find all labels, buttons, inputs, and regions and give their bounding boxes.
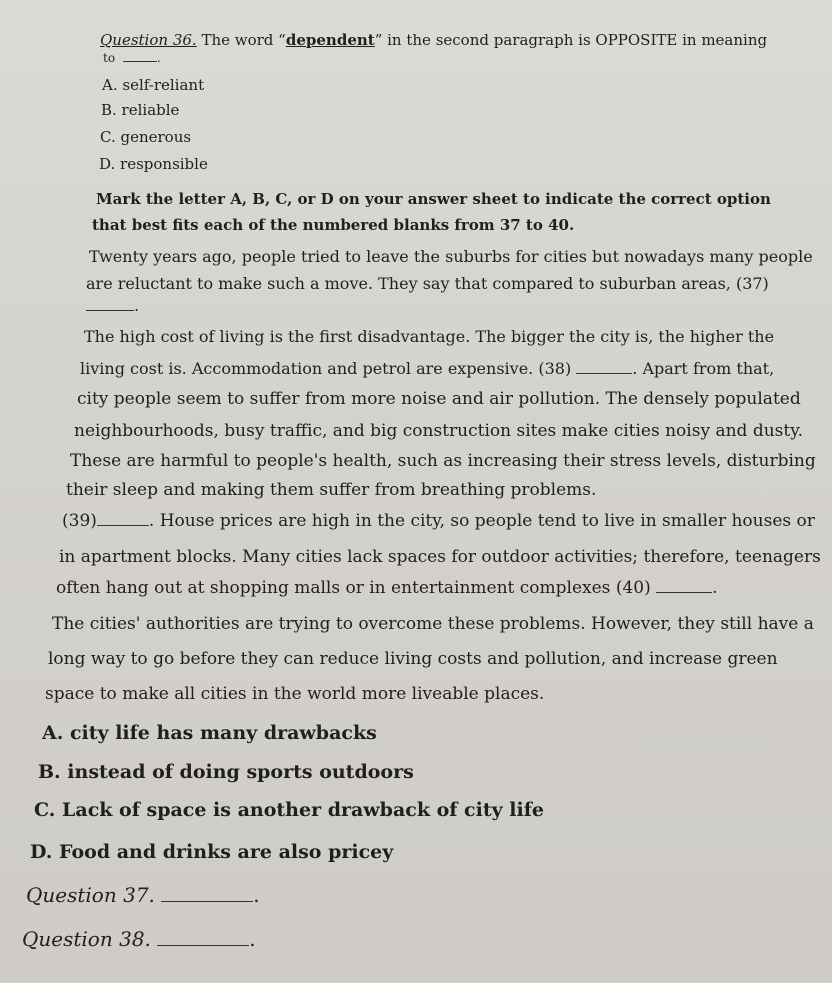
passage-p2-line-5: These are harmful to people's health, such as increasing their stress levels, disturbing bbox=[70, 451, 816, 471]
q36-option-c: C. generous bbox=[100, 128, 192, 146]
passage-p2-line-1: The high cost of living is the first disadvantage. The bigger the city is, the higher the bbox=[84, 327, 775, 346]
answer-blank-36 bbox=[123, 61, 157, 62]
q36-option-a: A. self-reliant bbox=[102, 76, 205, 94]
passage-p4-line-2: long way to go before they can reduce living costs and pollution, and increase green bbox=[48, 649, 778, 669]
q36-option-b: B. reliable bbox=[101, 101, 180, 119]
blank-37-line: . bbox=[86, 298, 139, 314]
passage-p2-line-2 bbox=[80, 361, 774, 377]
question-36-continuation: to . bbox=[103, 51, 161, 65]
choice-c: C. Lack of space is another drawback of city life bbox=[34, 799, 544, 821]
question-37-line: Question 37. . bbox=[26, 883, 260, 907]
passage-p2-line-2-end: . Apart from that, bbox=[632, 359, 775, 378]
passage-p4-line-1: The cities' authorities are trying to overcome these problems. However, they still have a bbox=[52, 614, 814, 634]
passage-p2-line-2-start: living cost is. Accommodation and petrol are expensive. (38) bbox=[80, 359, 577, 378]
passage-p2-line-6: their sleep and making them suffer from breathing problems. bbox=[66, 480, 597, 500]
answer-blank-40 bbox=[656, 592, 712, 593]
question-36-text-before: The word “ bbox=[196, 31, 286, 49]
passage-p2-line-3: city people seem to suffer from more noise and air pollution. The densely populated bbox=[77, 389, 801, 409]
instruction-line-2: that best fits each of the numbered blanks from 37 to 40. bbox=[92, 216, 575, 234]
question-36-text-after: ” in the second paragraph is OPPOSITE in meaning bbox=[374, 31, 768, 49]
question-36-to: to bbox=[103, 51, 116, 65]
passage-p1-line-2: are reluctant to make such a move. They say that compared to suburban areas, (37) bbox=[86, 274, 769, 293]
passage-p3-line-1-text: . House prices are high in the city, so people tend to live in smaller houses or bbox=[148, 511, 815, 531]
blank-39-number: (39) bbox=[62, 511, 97, 531]
passage-p1-line-1: Twenty years ago, people tried to leave the suburbs for cities but nowadays many people bbox=[89, 247, 813, 266]
passage-p3-line-2: in apartment blocks. Many cities lack spaces for outdoor activities; therefore, teenagers bbox=[59, 547, 821, 567]
passage-p3-line-3-text: often hang out at shopping malls or in entertainment complexes (40) bbox=[56, 578, 657, 598]
choice-d: D. Food and drinks are also pricey bbox=[30, 841, 394, 863]
choice-a: A. city life has many drawbacks bbox=[42, 722, 377, 744]
passage-p3-line-3: often hang out at shopping malls or in entertainment complexes (40) . bbox=[56, 578, 718, 598]
q36-option-d: D. responsible bbox=[99, 155, 208, 173]
question-37-label: Question 37. bbox=[26, 883, 162, 907]
question-36-label: Question 36. bbox=[100, 31, 197, 49]
passage-p3-line-1 bbox=[62, 513, 815, 530]
passage-p4-line-3: space to make all cities in the world more liveable places. bbox=[45, 684, 545, 704]
question-37-answer-blank bbox=[161, 901, 253, 902]
passage-p2-line-4: neighbourhoods, busy traffic, and big construction sites make cities noisy and dusty. bbox=[74, 421, 803, 441]
question-36-stem bbox=[100, 33, 767, 48]
answer-blank-39 bbox=[97, 525, 149, 526]
question-36-keyword: dependent bbox=[285, 31, 375, 49]
choice-b: B. instead of doing sports outdoors bbox=[38, 761, 414, 783]
question-38-line: Question 38. . bbox=[22, 927, 256, 951]
instruction-line-1: Mark the letter A, B, C, or D on your answer sheet to indicate the correct option bbox=[96, 190, 771, 208]
question-38-answer-blank bbox=[157, 945, 249, 946]
answer-blank-37 bbox=[86, 310, 134, 311]
question-38-label: Question 38. bbox=[22, 927, 158, 951]
answer-blank-38 bbox=[576, 373, 632, 374]
